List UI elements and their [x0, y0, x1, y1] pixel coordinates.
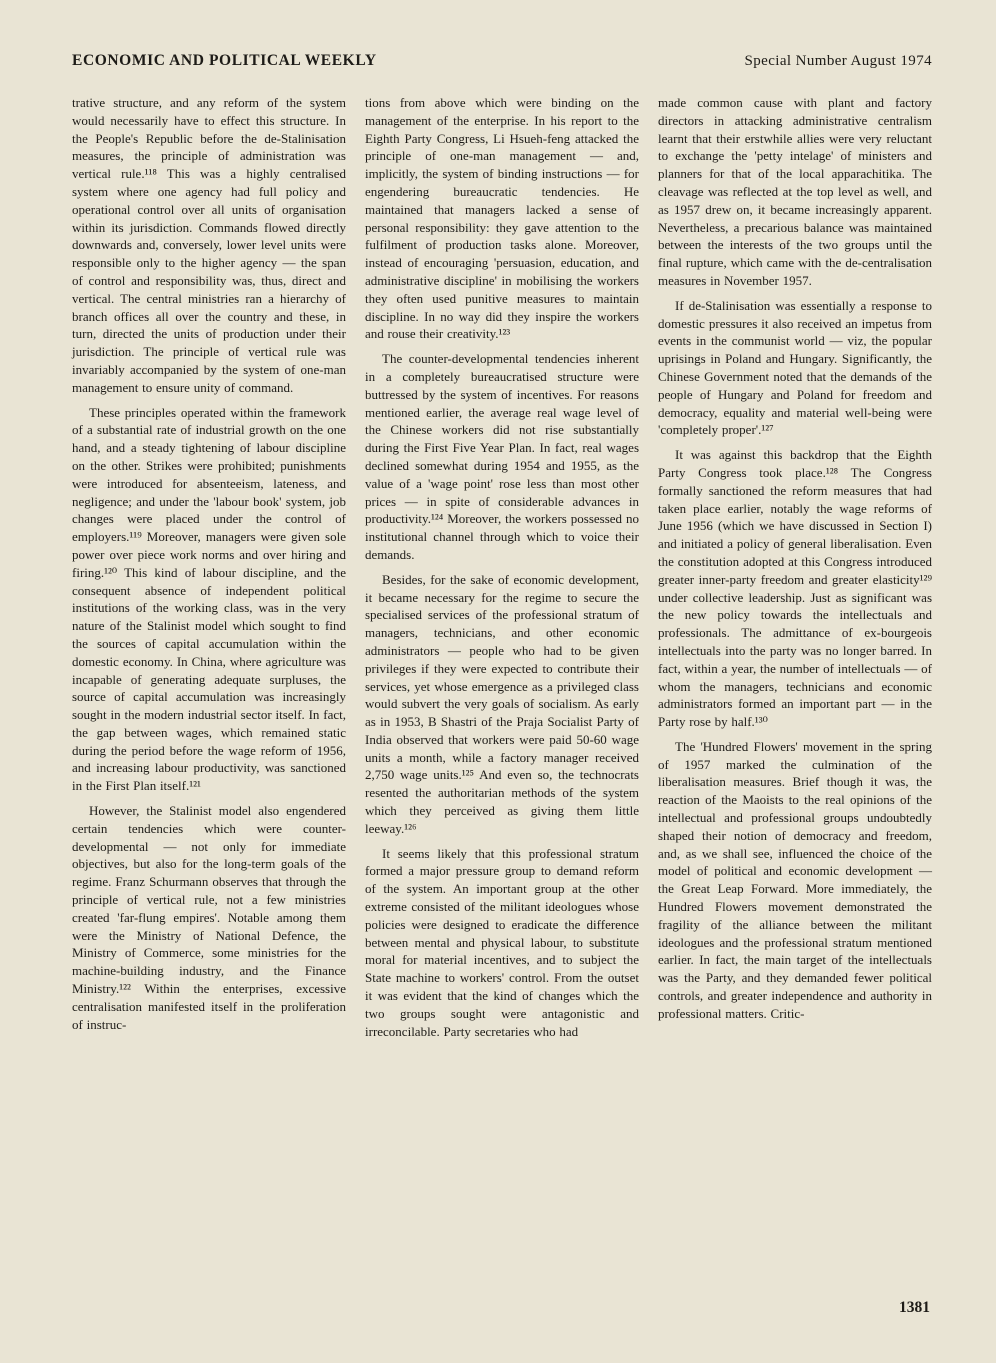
paragraph: It was against this backdrop that the Eighth Party Congress took place.¹²⁸ The Congress formally sanctioned the reform measures that had taken place earlier, notably the wage reforms of June 1956 (which we have discussed in Section I) and initiated a policy of general liberalisation. Even the constitution adopted at this Congress introduced greater inner-party freedom and greater elasticity¹²⁹ under collective leadership. Just as significant was the new policy towards the intellectuals and professionals. The admittance of ex-bourgeois intellectuals into the party was no longer barred. In fact, within a year, the number of intellectuals — of whom the managers, technicians and economic administrators formed an important part — in the Party rose by half.¹³⁰ [658, 447, 932, 730]
paragraph: It seems likely that this professional stratum formed a major pressure group to demand reform of the system. An important group at the other extreme consisted of the militant ideologues whose policies were designed to eradicate the difference between mental and physical labour, to substitute moral for material incentives, and to subject the State machine to workers' control. From the outset it was evident that the kind of changes which the two groups sought were antagonistic and irreconcilable. Party secretaries who had [365, 845, 639, 1039]
journal-title: ECONOMIC AND POLITICAL WEEKLY [72, 52, 377, 69]
page-number: 1381 [899, 1299, 930, 1316]
column-1 [72, 94, 346, 1047]
issue-info: Special Number August 1974 [744, 53, 932, 69]
paragraph: However, the Stalinist model also engendered certain tendencies which were counter-developmental — not only for immediate objectives, but also for the long-term goals of the regime. Franz Schurmann observes that through the principle of vertical rule, not a few ministries created 'far-flung empires'. Notable among them were the Ministry of National Defence, the Ministry of Commerce, some ministries for the machine-building industry, and the Finance Ministry.¹²² Within the enterprises, excessive centralisation manifested itself in the proliferation of instruc- [72, 803, 346, 1032]
paragraph: These principles operated within the framework of a substantial rate of industrial growth on the one hand, and a steady tightening of labour discipline on the other. Strikes were prohibited; punishments were introduced for absenteeism, lateness, and negligence; and under the 'labour book' system, job changes were placed under the control of employers.¹¹⁹ Moreover, managers were given sole power over piece work norms and over hiring and firing.¹²⁰ This kind of labour discipline, and the consequent absence of independent political institutions of the working class, was in the very nature of the Stalinist model which sought to find the sources of capital accumulation within the domestic economy. In China, where agriculture was incapable of generating adequate surpluses, the source of capital accumulation was increasingly sought in the modern industrial sector itself. In fact, the gap between wages, which remained static during the period before the wage reform of 1956, and increasing labour productivity, was sanctioned in the First Plan itself.¹²¹ [72, 404, 346, 794]
paragraph: trative structure, and any reform of the system would necessarily have to effect this structure. In the People's Republic before the de-Stalinisation measures, the principle of administration was vertical rule.¹¹⁸ This was a highly centralised system where one agency had full policy and operational control over all units of organisation within its jurisdiction. Commands flowed directly downwards and, conversely, lower level units were responsible only to the higher agency — the span of control and responsibility was, thus, direct and vertical. The central ministries ran a hierarchy of branch offices all over the country and these, in turn, directed the units of production under their jurisdiction. The principle of vertical rule was invariably accompanied by the system of one-man management to ensure unity of command. [72, 95, 346, 395]
paragraph: The 'Hundred Flowers' movement in the spring of 1957 marked the culmination of the liberalisation measures. Brief though it was, the reaction of the Maoists to the real opinions of the intellectual and professional groups undoubtedly shaped their notion of democracy and freedom, and, as we shall see, influenced the choice of the model of political and economic development — the Great Leap Forward. More immediately, the Hundred Flowers movement demonstrated the fragility of the alliance between the militant ideologues and the professional stratum mentioned earlier. In fact, the main target of the intellectuals was the Party, and they demanded fewer political controls, and greater independence and authority in professional matters. Critic- [658, 738, 932, 1021]
column-2 [365, 94, 639, 1047]
article-body [72, 94, 932, 1047]
paragraph: The counter-developmental tendencies inherent in a completely bureaucratised structure were buttressed by the system of incentives. For reasons mentioned earlier, the average real wage level of the Chinese workers did not rise substantially during the First Five Year Plan. In fact, real wages declined somewhat during 1954 and 1955, as the value of a 'wage point' rose less than most other prices — in spite of considerable advances in productivity.¹²⁴ Moreover, the workers possessed no institutional channel through which to voice their demands. [365, 351, 639, 562]
paragraph: tions from above which were binding on the management of the enterprise. In his report to the Eighth Party Congress, Li Hsueh-feng attacked the principle of one-man management — and, implicitly, the system of binding instructions — for engendering bureaucratic tendencies. He maintained that managers lacked a sense of personal responsibility: they gave attention to the fulfilment of production tasks alone. Moreover, instead of encouraging 'persuasion, education, and administrative discipline' in mobilising the workers they often used punitive measures to maintain discipline. In no way did they inspire the workers and rouse their creativity.¹²³ [365, 95, 639, 342]
paragraph: Besides, for the sake of economic development, it became necessary for the regime to secure the specialised services of the professional stratum of managers, technicians, and other economic administrators — people who had to be given privileges if they were expected to contribute their services, yet whose emergence as a privileged class would subvert the very goals of socialism. As early as in 1953, B Shastri of the Praja Socialist Party of India observed that workers were paid 50-60 wage units a month, while a factory manager received 2,750 wage units.¹²⁵ And even so, the technocrats resented the authoritarian methods of the system which they perceived as giving them little leeway.¹²⁶ [365, 571, 639, 836]
page-header [72, 52, 932, 70]
paragraph: If de-Stalinisation was essentially a response to domestic pressures it also received an impetus from events in the communist world — viz, the popular uprisings in Poland and Hungary. Significantly, the Chinese Government noted that the demands of the people of Hungary and Poland for freedom and democracy, equality and material well-being were 'completely proper'.¹²⁷ [658, 297, 932, 438]
column-3 [658, 94, 932, 1047]
paragraph: made common cause with plant and factory directors in attacking administrative centralism learnt that their erstwhile allies were very reluctant to exchange the 'petty intelage' of ministers and planners for that of the local apparachitika. The cleavage was reflected at the top level as well, and as 1957 drew on, it became increasingly apparent. Nevertheless, a precarious balance was maintained between the interests of the two groups until the final rupture, which came with the de-centralisation measures in November 1957. [658, 95, 932, 288]
